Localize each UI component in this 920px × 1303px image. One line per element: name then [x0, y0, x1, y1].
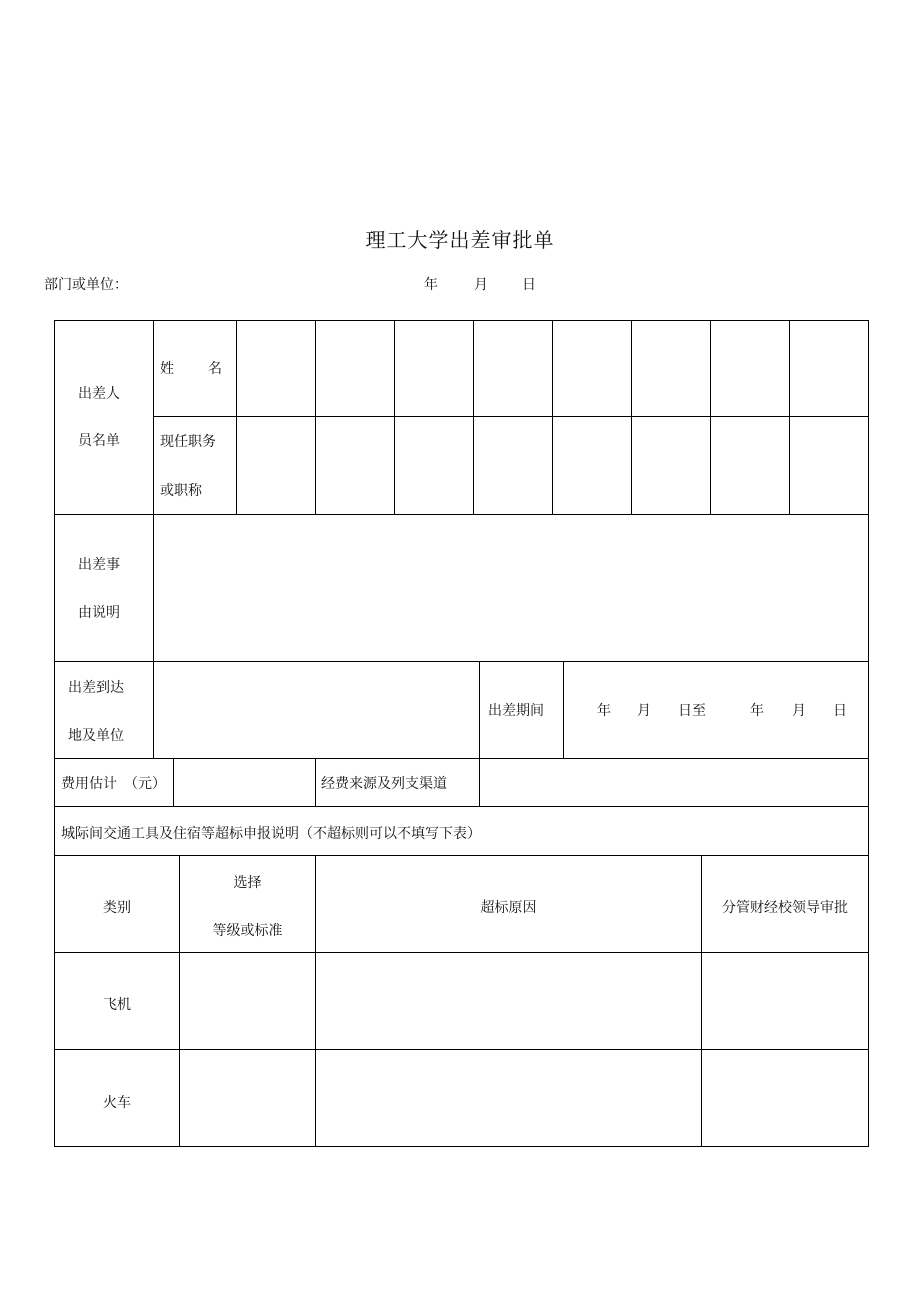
position-cell-4[interactable] — [474, 417, 552, 514]
position-cell-6[interactable] — [632, 417, 710, 514]
reason-field[interactable] — [154, 515, 868, 661]
row-plane-reason-field[interactable] — [316, 953, 701, 1049]
row-train-reason-field[interactable] — [316, 1050, 701, 1146]
period-to-year: 年 — [750, 703, 764, 719]
row-train-approval-field[interactable] — [702, 1050, 868, 1146]
header-select-line1: 选择 — [233, 875, 262, 891]
period-from-day-to: 日至 — [678, 703, 706, 719]
period-to-day: 日 — [833, 703, 847, 719]
department-label: 部门或单位： — [44, 277, 128, 293]
row-category-plane: 飞机 — [103, 997, 131, 1013]
row-plane-approval-field[interactable] — [702, 953, 868, 1049]
name-cell-6[interactable] — [632, 321, 710, 416]
name-cell-5[interactable] — [553, 321, 631, 416]
name-cell-2[interactable] — [316, 321, 394, 416]
header-select-line2: 等级或标准 — [212, 923, 283, 939]
reason-label-line2: 由说明 — [78, 605, 120, 621]
period-from-month: 月 — [637, 703, 651, 719]
period-to-month: 月 — [792, 703, 806, 719]
name-cell-4[interactable] — [474, 321, 552, 416]
period-label: 出差期间 — [488, 703, 544, 719]
position-label-line2: 或职称 — [160, 483, 202, 499]
destination-label-line1: 出差到达 — [68, 680, 124, 696]
date-day-label: 日 — [522, 277, 536, 293]
position-label-line1: 现任职务 — [160, 434, 216, 450]
cost-label: 费用估计 （元） — [61, 776, 166, 792]
date-year-label: 年 — [424, 277, 438, 293]
destination-label-line2: 地及单位 — [68, 728, 124, 744]
position-cell-2[interactable] — [316, 417, 394, 514]
over-standard-heading: 城际间交通工具及住宿等超标申报说明（不超标则可以不填写下表） — [61, 826, 481, 842]
period-from-year: 年 — [597, 703, 611, 719]
position-cell-8[interactable] — [790, 417, 868, 514]
name-label-char1: 姓 — [160, 361, 174, 377]
row-category-train: 火车 — [103, 1095, 131, 1111]
header-reason: 超标原因 — [480, 900, 537, 916]
personnel-section-label-line1: 出差人 — [78, 386, 120, 402]
position-cell-1[interactable] — [237, 417, 315, 514]
name-cell-3[interactable] — [395, 321, 473, 416]
header-category: 类别 — [103, 900, 131, 916]
personnel-section-label-line2: 员名单 — [78, 433, 120, 449]
funding-source-label: 经费来源及列支渠道 — [321, 776, 447, 792]
name-cell-8[interactable] — [790, 321, 868, 416]
name-cell-1[interactable] — [237, 321, 315, 416]
position-cell-3[interactable] — [395, 417, 473, 514]
name-label-char2: 名 — [208, 361, 222, 377]
reason-label-line1: 出差事 — [78, 557, 120, 573]
destination-field[interactable] — [154, 662, 479, 758]
row-plane-select-field[interactable] — [180, 953, 315, 1049]
cost-field[interactable] — [174, 759, 315, 806]
funding-source-field[interactable] — [480, 759, 868, 806]
position-cell-5[interactable] — [553, 417, 631, 514]
form-title: 理工大学出差审批单 — [365, 228, 555, 252]
name-cell-7[interactable] — [711, 321, 789, 416]
row-train-select-field[interactable] — [180, 1050, 315, 1146]
position-cell-7[interactable] — [711, 417, 789, 514]
header-approval: 分管财经校领导审批 — [722, 900, 848, 916]
date-month-label: 月 — [474, 277, 488, 293]
